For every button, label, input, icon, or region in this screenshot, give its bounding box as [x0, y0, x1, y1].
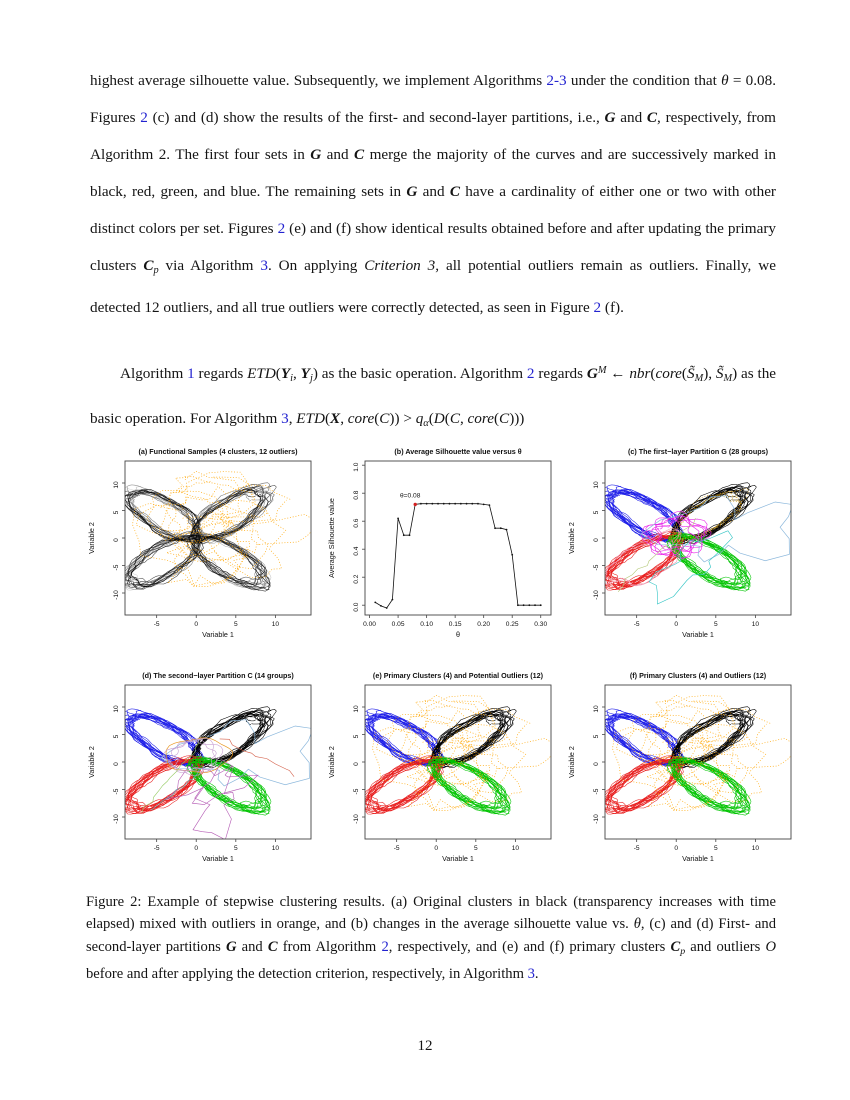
ref-link[interactable]: 2	[277, 220, 286, 237]
page-number: 12	[417, 1038, 433, 1054]
text-segment: and	[321, 146, 355, 163]
text-segment: highest average silhouette value. Subsequently, we implement Algorithms	[90, 72, 547, 89]
x-tick-label: 0.30	[534, 621, 548, 628]
y-tick-label: 5	[353, 734, 360, 739]
text-segment: , (c) and (d) First- and second-layer partitions	[86, 916, 777, 955]
text-segment: , all potential outliers remain as outliers. Finally, we detected 12 outliers, and all true outliers were correctly detected, as seen in Figure	[90, 257, 776, 316]
y-tick-label: 5	[113, 734, 120, 739]
text-segment: core	[467, 410, 494, 428]
y-tick-label: -5	[113, 788, 120, 795]
x-tick-label: -5	[633, 845, 640, 852]
y-tick-label: 5	[593, 510, 600, 515]
x-tick-label: 10	[511, 845, 520, 852]
x-tick-label: -5	[393, 845, 400, 852]
x-axis-label: Variable 1	[682, 630, 714, 639]
text-segment: ),	[703, 365, 716, 383]
figure-caption	[86, 891, 776, 985]
y-axis-label: Variable 2	[567, 522, 576, 554]
text-segment: and	[615, 109, 647, 126]
x-tick-label: 10	[271, 621, 280, 628]
y-axis-label: Variable 2	[567, 746, 576, 778]
text-segment: (	[444, 410, 450, 428]
text-segment: ETD	[247, 365, 276, 383]
ref-link[interactable]: 2	[526, 365, 535, 383]
text-segment: core	[347, 410, 375, 428]
x-tick-label: 5	[233, 621, 238, 628]
y-tick-label: 0.6	[353, 518, 360, 528]
text-segment: M	[723, 373, 733, 385]
x-axis-label: θ	[456, 630, 460, 639]
text-segment: (	[275, 365, 281, 383]
text-segment: C	[143, 257, 154, 274]
y-tick-label: 5	[593, 734, 600, 739]
text-segment: (	[428, 410, 434, 428]
figure-panel-d	[83, 669, 323, 891]
text-segment: C	[646, 109, 658, 126]
figure-panel-f	[563, 669, 803, 891]
text-segment: core	[655, 365, 682, 383]
text-segment: M	[694, 373, 704, 385]
y-tick-label: 0	[353, 762, 360, 766]
x-axis-label: Variable 1	[682, 854, 714, 863]
text-segment: )))	[509, 410, 525, 428]
x-axis-label: Variable 1	[202, 630, 234, 639]
text-segment: and	[236, 938, 268, 955]
x-tick-label: 0.15	[448, 621, 462, 628]
figure-panel-c	[563, 445, 803, 667]
y-tick-label: 1.0	[353, 462, 360, 472]
text-segment: D	[433, 410, 445, 428]
figure-grid	[83, 445, 807, 893]
text-segment: α	[423, 417, 429, 429]
x-axis-label: Variable 1	[442, 854, 474, 863]
y-tick-label: 0.4	[353, 546, 360, 556]
text-segment: = 0.08. Figures	[90, 72, 776, 126]
text-segment: M	[597, 365, 607, 376]
ref-link[interactable]: 3	[527, 965, 535, 982]
x-axis-label: Variable 1	[202, 854, 234, 863]
text-segment: ) as the basic operation. For Algorithm	[90, 365, 777, 428]
text-segment: (	[324, 410, 331, 428]
x-tick-label: 5	[713, 621, 718, 628]
text-segment: ←	[606, 365, 630, 383]
x-tick-label: 0.25	[505, 621, 519, 628]
text-segment: ,	[293, 365, 301, 383]
y-tick-label: -5	[353, 788, 360, 795]
text-segment: G	[406, 183, 418, 200]
x-tick-label: 10	[751, 845, 760, 852]
figure-panel-e	[323, 669, 563, 891]
text-segment: G	[604, 109, 616, 126]
y-tick-label: 10	[113, 481, 120, 489]
text-segment: G	[586, 365, 598, 383]
y-tick-label: 10	[593, 481, 600, 489]
text-segment: Y	[300, 365, 310, 383]
text-segment: regards	[194, 365, 248, 383]
y-axis-label: Variable 2	[327, 746, 336, 778]
x-tick-label: 5	[233, 845, 238, 852]
y-tick-label: 0	[593, 538, 600, 542]
y-tick-label: 10	[593, 705, 600, 713]
y-tick-label: 0	[113, 762, 120, 766]
y-tick-label: 0.0	[353, 602, 360, 612]
text-segment: C	[354, 146, 365, 163]
text-segment: (	[493, 410, 500, 428]
text-segment: O	[765, 938, 776, 955]
y-axis-label: Variable 2	[87, 746, 96, 778]
x-tick-label: 0.10	[420, 621, 434, 628]
y-tick-label: 10	[113, 705, 120, 713]
y-tick-label: -10	[593, 590, 600, 600]
text-segment: Y	[280, 365, 291, 383]
text-segment: .	[534, 965, 539, 982]
y-axis-label: Variable 2	[87, 522, 96, 554]
text-segment: (	[650, 365, 656, 383]
x-tick-label: 0	[434, 845, 439, 852]
text-segment: X	[330, 410, 341, 428]
x-tick-label: 0.00	[363, 621, 376, 628]
text-segment: ETD	[296, 410, 325, 428]
y-tick-label: 5	[113, 510, 120, 515]
figure-panel-b	[323, 445, 563, 667]
text-segment: C	[267, 938, 278, 955]
ref-link[interactable]: 2-3	[546, 72, 567, 89]
x-tick-label: 10	[751, 621, 760, 628]
text-segment: (	[681, 365, 687, 383]
text-segment: have a cardinality of either one or two with other distinct colors per set. Figures	[90, 183, 776, 237]
y-tick-label: 0	[113, 538, 120, 542]
text-segment: under the condition that	[566, 72, 722, 89]
y-tick-label: -5	[113, 564, 120, 571]
x-tick-label: 0	[194, 621, 199, 628]
y-tick-label: -10	[593, 814, 600, 824]
text-segment: before and after applying the detection criterion, respectively, in Algorithm	[86, 965, 528, 982]
text-segment: , respectively, and (e) and (f) primary clusters	[388, 938, 671, 955]
y-tick-label: -10	[113, 814, 120, 824]
text-segment: j	[309, 373, 313, 385]
text-segment: nbr	[629, 365, 651, 383]
text-segment: C	[449, 183, 460, 200]
x-tick-label: 0.20	[477, 621, 491, 628]
ref-link[interactable]: 3	[260, 257, 268, 274]
y-tick-label: 10	[353, 705, 360, 713]
x-tick-label: 0.05	[391, 621, 405, 628]
text-segment: S̃	[715, 365, 724, 383]
x-tick-label: -5	[153, 845, 160, 852]
paragraph-1	[90, 62, 776, 326]
text-segment: (f).	[601, 298, 624, 316]
text-segment: )) >	[389, 410, 416, 428]
text-segment: θ	[633, 916, 641, 933]
x-tick-label: 0	[674, 845, 679, 852]
ref-link[interactable]: 1	[187, 365, 195, 383]
text-segment: (	[374, 410, 380, 428]
x-tick-label: -5	[153, 621, 160, 628]
text-segment: Figure 2: Example of stepwise clustering results. (a) Original clusters in black (transparency increases with time elapsed) mixed with outliers in orange, and (b) changes in the average silhouette value vs.	[86, 894, 776, 933]
text-segment: ) as the basic operation. Algorithm	[312, 365, 527, 383]
y-axis-label: Average Silhouette value	[327, 498, 336, 578]
text-segment: (e) and (f) show identical results obtained before and after updating the primary clusters	[90, 220, 776, 274]
text-segment: G	[310, 146, 322, 163]
panel-title: (e) Primary Clusters (4) and Potential Outliers (12)	[372, 671, 544, 680]
text-segment: p	[153, 264, 159, 276]
text-segment: Algorithm	[120, 365, 188, 383]
text-segment: C	[670, 938, 681, 955]
text-segment: ,	[288, 410, 297, 428]
text-segment: regards	[534, 365, 587, 383]
annotation-theta: θ=0.08	[400, 492, 421, 500]
panel-title: (b) Average Silhouette value versus θ	[394, 447, 522, 456]
x-tick-label: 5	[473, 845, 478, 852]
panel-title: (a) Functional Samples (4 clusters, 12 outliers)	[138, 447, 298, 456]
text-segment: C	[449, 410, 460, 428]
text-segment: Criterion 3	[364, 257, 436, 274]
text-segment: C	[379, 410, 390, 428]
text-segment: and outliers	[685, 938, 766, 955]
x-tick-label: 0	[674, 621, 679, 628]
text-segment: ,	[459, 410, 468, 428]
paragraph-2	[90, 351, 776, 444]
ref-link[interactable]: 2	[593, 298, 602, 316]
panel-title: (d) The second−layer Partition C (14 groups)	[142, 671, 294, 680]
text-segment: , respectively, from Algorithm 2. The first four sets in	[90, 109, 776, 163]
text-segment: C	[499, 410, 510, 428]
text-segment: and	[417, 183, 450, 200]
text-segment: from Algorithm	[277, 938, 382, 955]
text-segment: merge the majority of the curves and are successively marked in black, red, green, and blue. The remaining sets in	[90, 146, 776, 200]
y-tick-label: -5	[593, 564, 600, 571]
y-tick-label: -10	[353, 814, 360, 824]
ref-link[interactable]: 2	[381, 938, 389, 955]
y-tick-label: -5	[593, 788, 600, 795]
figure-panel-a	[83, 445, 323, 667]
ref-link[interactable]: 3	[281, 410, 289, 428]
text-segment: (c) and (d) show the results of the first- and second-layer partitions, i.e.,	[147, 109, 605, 126]
text-segment: q	[415, 410, 424, 428]
x-tick-label: 5	[713, 845, 718, 852]
x-tick-label: -5	[633, 621, 640, 628]
x-tick-label: 0	[194, 845, 199, 852]
panel-title: (f) Primary Clusters (4) and Outliers (12)	[629, 671, 767, 680]
text-segment: . On applying	[267, 257, 365, 274]
panel-title: (c) The first−layer Partition G (28 groups)	[628, 447, 768, 456]
text-segment: p	[680, 945, 686, 957]
text-segment: S̃	[686, 365, 695, 383]
y-tick-label: 0.2	[353, 574, 360, 584]
text-segment: ,	[340, 410, 348, 428]
text-segment: via Algorithm	[158, 257, 261, 274]
x-tick-label: 10	[271, 845, 280, 852]
y-tick-label: -10	[113, 590, 120, 600]
text-segment: i	[290, 373, 294, 385]
ref-link[interactable]: 2	[140, 109, 148, 126]
y-tick-label: 0.8	[353, 490, 360, 500]
text-segment: G	[225, 938, 237, 955]
text-segment: θ	[721, 72, 729, 89]
y-tick-label: 0	[593, 762, 600, 766]
